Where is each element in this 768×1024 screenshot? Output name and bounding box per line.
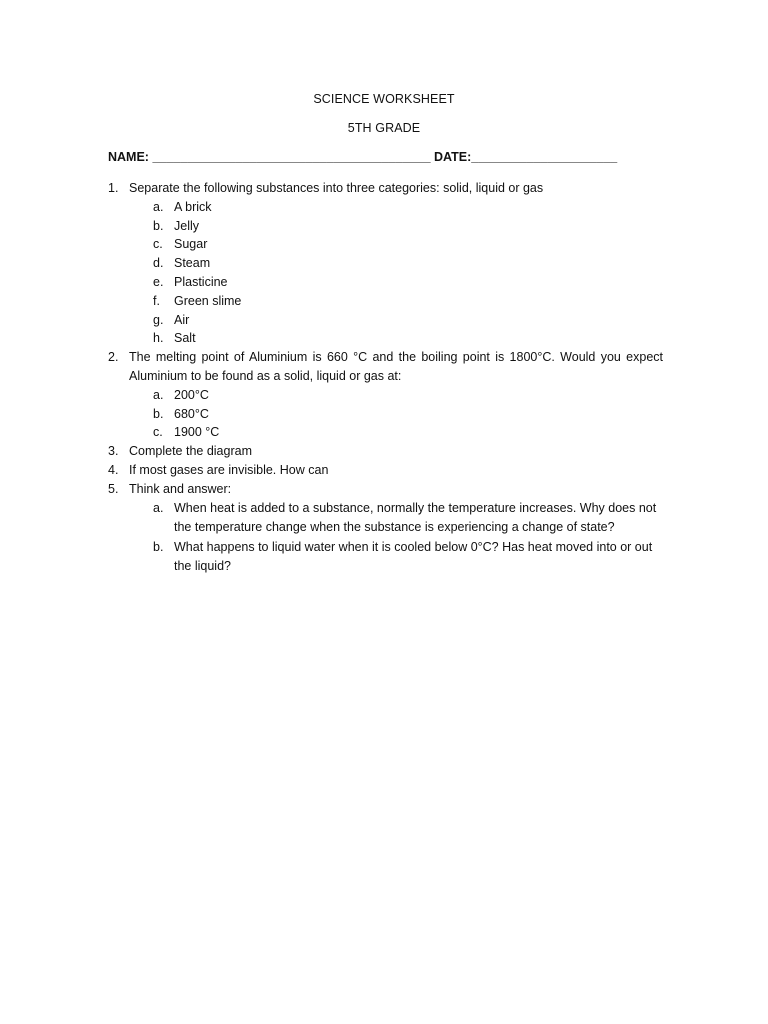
item-letter: b. <box>153 406 164 421</box>
item-text: 680°C <box>174 406 209 421</box>
list-item <box>108 405 663 424</box>
question-5 <box>108 480 663 499</box>
list-item <box>108 198 663 217</box>
question-number: 3. <box>108 444 119 459</box>
item-letter: f. <box>153 293 160 308</box>
item-text: A brick <box>174 199 212 214</box>
list-item <box>108 217 663 236</box>
list-item <box>108 311 663 330</box>
item-text: Plasticine <box>174 274 228 289</box>
worksheet-title: SCIENCE WORKSHEET <box>313 92 455 106</box>
list-item <box>108 538 663 576</box>
item-text: Green slime <box>174 293 242 308</box>
item-letter: a. <box>153 199 164 214</box>
item-letter: e. <box>153 274 164 289</box>
question-list <box>108 179 663 577</box>
item-letter: d. <box>153 256 164 271</box>
item-text: 1900 °C <box>174 425 220 440</box>
item-text: When heat is added to a substance, normally the temperature increases. Why does not the temperature change when the substance is experiencing a change of state? <box>174 500 657 534</box>
list-item <box>108 329 663 348</box>
item-letter: a. <box>153 387 164 402</box>
list-item <box>108 273 663 292</box>
question-1 <box>108 179 663 198</box>
list-item <box>108 235 663 254</box>
question-number: 2. <box>108 350 119 365</box>
grade-label: 5TH GRADE <box>347 121 421 135</box>
item-letter: c. <box>153 237 163 252</box>
item-letter: g. <box>153 312 164 327</box>
question-text: The melting point of Aluminium is 660 °C and the boiling point is 1800°C. Would you expect Aluminium to be found as a solid, liquid or gas at: <box>129 350 663 383</box>
item-letter: c. <box>153 425 163 440</box>
question-number: 4. <box>108 462 119 477</box>
list-item <box>108 499 663 537</box>
question-text: If most gases are invisible. How can <box>129 462 329 477</box>
list-item <box>108 423 663 442</box>
item-letter: b. <box>153 218 164 233</box>
question-4 <box>108 461 663 480</box>
item-letter: a. <box>153 500 164 515</box>
item-text: Jelly <box>174 218 200 233</box>
question-2 <box>108 348 663 386</box>
question-text: Complete the diagram <box>129 444 252 459</box>
item-letter: h. <box>153 331 164 346</box>
item-text: What happens to liquid water when it is cooled below 0°C? Has heat moved into or out the liquid? <box>174 539 653 573</box>
item-text: 200°C <box>174 387 209 402</box>
list-item <box>108 292 663 311</box>
item-letter: b. <box>153 539 164 554</box>
name-date-line: NAME: ________________________________________ DATE:_____________________ <box>108 150 618 164</box>
list-item <box>108 254 663 273</box>
item-text: Steam <box>174 256 211 271</box>
item-text: Salt <box>174 331 196 346</box>
item-text: Sugar <box>174 237 208 252</box>
question-text: Separate the following substances into three categories: solid, liquid or gas <box>129 181 544 195</box>
question-number: 5. <box>108 481 119 496</box>
question-number: 1. <box>108 181 119 195</box>
list-item <box>108 386 663 405</box>
item-text: Air <box>174 312 190 327</box>
question-3 <box>108 442 663 461</box>
question-text: Think and answer: <box>129 481 232 496</box>
